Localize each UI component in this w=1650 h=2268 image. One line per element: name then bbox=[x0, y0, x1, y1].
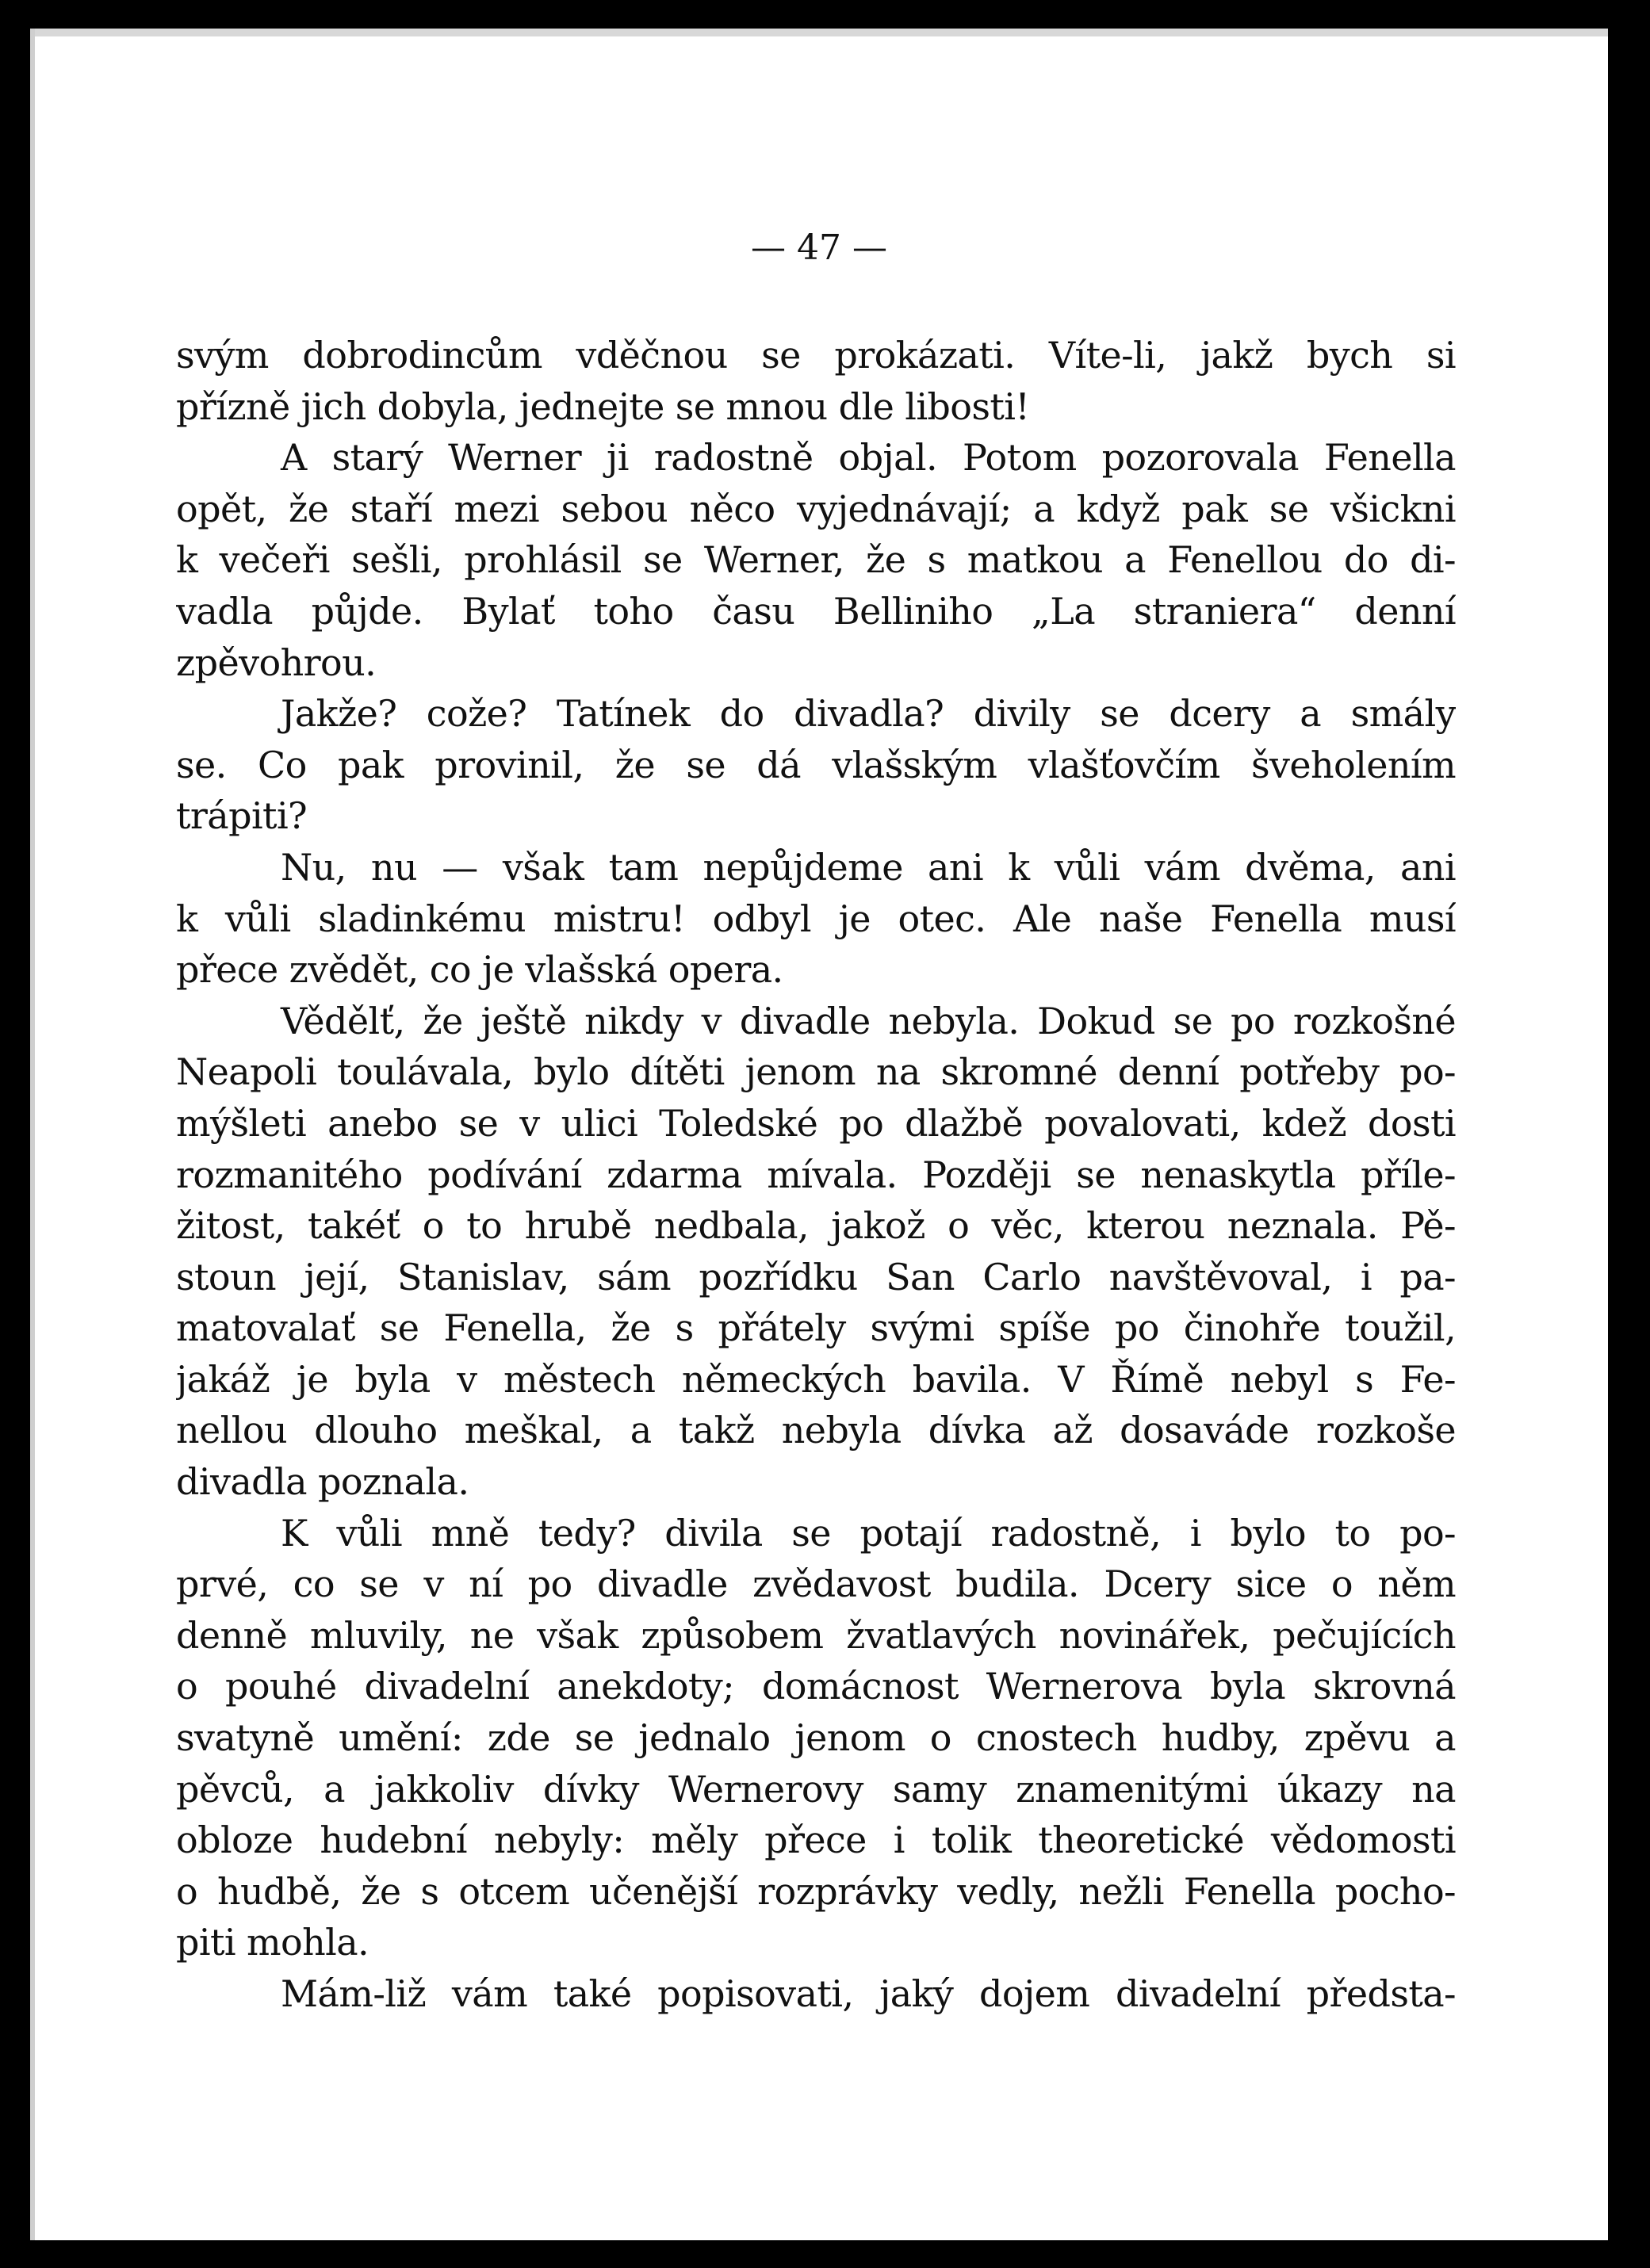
text-line: jakáž je byla v městech německých bavila. V Římě nebyl s Fe- bbox=[176, 1357, 1456, 1401]
text-line: Vědělť, že ještě nikdy v divadle nebyla. Dokud se po rozkošné bbox=[281, 999, 1456, 1042]
text-line: A starý Werner ji radostně objal. Potom pozorovala Fenella bbox=[281, 436, 1456, 480]
text-line: přece zvědět, co je vlašská opera. bbox=[176, 948, 783, 992]
text-line: žitost, takéť o to hrubě nedbala, jakož o věc, kterou neznala. Pě- bbox=[176, 1204, 1456, 1248]
text-line: K vůli mně tedy? divila se potají radostně, i bylo to po- bbox=[281, 1511, 1456, 1555]
text-line: prvé, co se v ní po divadle zvědavost budila. Dcery sice o něm bbox=[176, 1562, 1456, 1606]
text-line: Jakže? cože? Tatínek do divadla? divily se dcery a smály bbox=[281, 692, 1456, 736]
text-line: k vůli sladinkému mistru! odbyl je otec. Ale naše Fenella musí bbox=[176, 897, 1456, 940]
text-line: o hudbě, že s otcem učenější rozprávky vedly, nežli Fenella pocho- bbox=[176, 1869, 1456, 1913]
text-line: nellou dlouho meškal, a takž nebyla dívka až dosaváde rozkoše bbox=[176, 1409, 1456, 1452]
text-line: mýšleti anebo se v ulici Toledské po dlažbě povalovati, kdež dosti bbox=[176, 1101, 1456, 1145]
text-line: rozmanitého podívání zdarma mívala. Později se nenaskytla příle- bbox=[176, 1153, 1456, 1196]
text-line: o pouhé divadelní anekdoty; domácnost Wernerova byla skrovná bbox=[176, 1665, 1456, 1708]
text-line: vadla půjde. Bylať toho času Belliniho „La straniera“ denní bbox=[176, 589, 1456, 633]
book-page bbox=[30, 29, 1608, 2240]
text-line: k večeři sešli, prohlásil se Werner, že s matkou a Fenellou do di- bbox=[176, 538, 1456, 582]
text-line: matovalať se Fenella, že s přátely svými spíše po činohře toužil, bbox=[176, 1306, 1456, 1350]
text-line: pěvců, a jakkoliv dívky Wernerovy samy znamenitými úkazy na bbox=[176, 1767, 1456, 1811]
text-line: divadla poznala. bbox=[176, 1460, 469, 1504]
page-number: — 47 — bbox=[751, 228, 887, 268]
text-line: přízně jich dobyla, jednejte se mnou dle libosti! bbox=[176, 384, 1030, 428]
text-line: Mám-liž vám také popisovati, jaký dojem divadelní předsta- bbox=[281, 1972, 1456, 2015]
text-line: opět, že staří mezi sebou něco vyjednávají; a když pak se všickni bbox=[176, 487, 1456, 530]
text-line: svatyně umění: zde se jednalo jenom o cnostech hudby, zpěvu a bbox=[176, 1716, 1456, 1760]
text-line: Nu, nu — však tam nepůjdeme ani k vůli vám dvěma, ani bbox=[281, 845, 1456, 889]
text-line: svým dobrodincům vděčnou se prokázati. Víte-li, jakž bych si bbox=[176, 334, 1456, 377]
text-line: obloze hudební nebyly: měly přece i tolik theoretické vědomosti bbox=[176, 1819, 1456, 1862]
text-line: zpěvohrou. bbox=[176, 641, 377, 684]
text-line: trápiti? bbox=[176, 794, 308, 838]
text-line: piti mohla. bbox=[176, 1921, 369, 1964]
text-line: Neapoli toulávala, bylo dítěti jenom na skromné denní potřeby po- bbox=[176, 1050, 1456, 1094]
text-line: denně mluvily, ne však způsobem žvatlavých novinářek, pečujících bbox=[176, 1613, 1456, 1657]
text-line: stoun její, Stanislav, sám pozřídku San Carlo navštěvoval, i pa- bbox=[176, 1255, 1456, 1298]
body-text bbox=[176, 330, 1456, 2020]
text-line: se. Co pak provinil, že se dá vlašským vlašťovčím šveholením bbox=[176, 743, 1456, 786]
